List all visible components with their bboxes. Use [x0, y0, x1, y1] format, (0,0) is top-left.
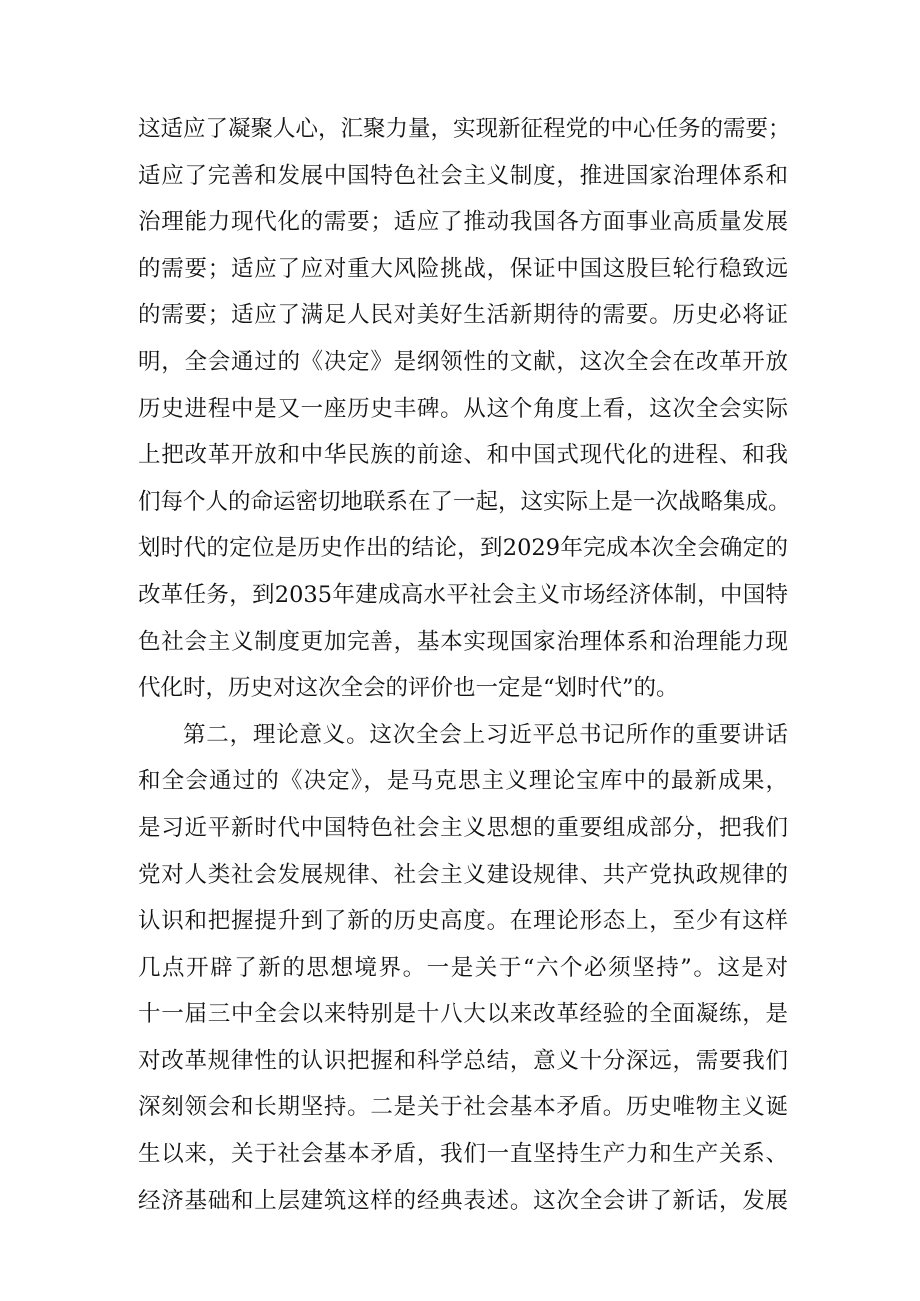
text-line-20: 十一届三中全会以来特别是十八大以来改革经验的全面凝练，是: [138, 1001, 788, 1028]
text-line-8: 上把改革开放和中华民族的前途、和中国式现代化的进程、和我: [138, 442, 788, 469]
text-line-6: 明，全会通过的《决定》是纲领性的文献，这次全会在改革开放: [138, 348, 788, 375]
text-line-10: 划时代的定位是历史作出的结论，到2029年完成本次全会确定的: [138, 535, 788, 562]
text-line-11: 改革任务，到2035年建成高水平社会主义市场经济体制，中国特: [138, 581, 788, 608]
text-line-12: 色社会主义制度更加完善，基本实现国家治理体系和治理能力现: [138, 628, 788, 655]
text-line-19: 几点开辟了新的思想境界。一是关于“六个必须坚持”。这是对: [138, 954, 788, 981]
text-line-4: 的需要；适应了应对重大风险挑战，保证中国这股巨轮行稳致远: [138, 255, 788, 282]
text-line-3: 治理能力现代化的需要；适应了推动我国各方面事业高质量发展: [138, 209, 788, 236]
text-line-15: 和全会通过的《决定》，是马克思主义理论宝库中的最新成果，: [138, 768, 788, 795]
text-line-17: 党对人类社会发展规律、社会主义建设规律、共产党执政规律的: [138, 861, 788, 888]
text-line-5: 的需要；适应了满足人民对美好生活新期待的需要。历史必将证: [138, 302, 788, 329]
text-line-13: 代化时，历史对这次全会的评价也一定是“划时代”的。: [138, 675, 679, 702]
text-line-21: 对改革规律性的认识把握和科学总结，意义十分深远，需要我们: [138, 1047, 788, 1074]
text-line-14: 第二，理论意义。这次全会上习近平总书记所作的重要讲话: [183, 721, 788, 748]
text-line-16: 是习近平新时代中国特色社会主义思想的重要组成部分，把我们: [138, 814, 788, 841]
text-line-2: 适应了完善和发展中国特色社会主义制度，推进国家治理体系和: [138, 162, 788, 189]
text-line-22: 深刻领会和长期坚持。二是关于社会基本矛盾。历史唯物主义诞: [138, 1094, 788, 1121]
body-text: [138, 106, 791, 1224]
text-line-23: 生以来，关于社会基本矛盾，我们一直坚持生产力和生产关系、: [138, 1141, 788, 1168]
text-line-9: 们每个人的命运密切地联系在了一起，这实际上是一次战略集成。: [138, 488, 791, 515]
text-line-1: 这适应了凝聚人心，汇聚力量，实现新征程党的中心任务的需要；: [138, 116, 791, 142]
text-line-18: 认识和把握提升到了新的历史高度。在理论形态上，至少有这样: [138, 908, 788, 935]
text-line-24: 经济基础和上层建筑这样的经典表述。这次全会讲了新话，发展: [138, 1187, 788, 1214]
text-line-7: 历史进程中是又一座历史丰碑。从这个角度上看，这次全会实际: [138, 395, 788, 422]
